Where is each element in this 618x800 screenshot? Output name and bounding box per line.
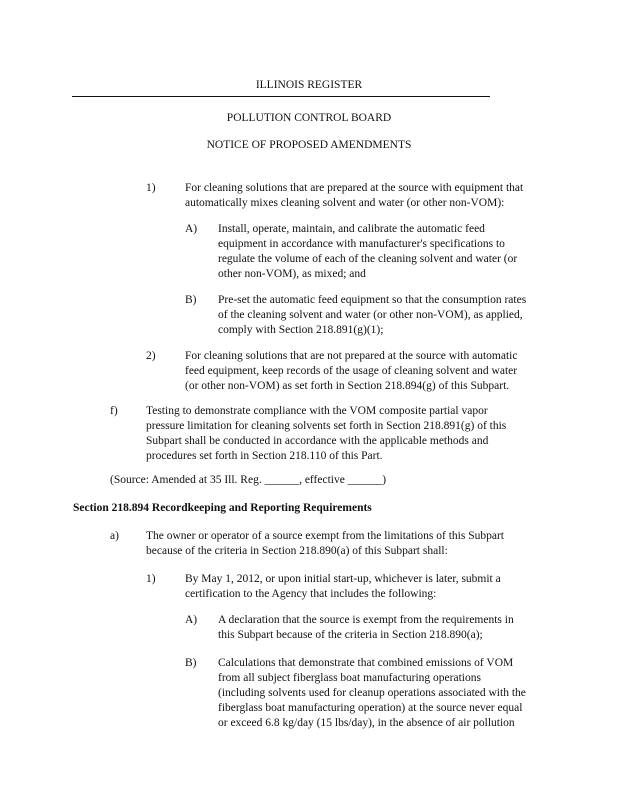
item-label: f) [110,405,118,417]
item-line: The owner or operator of a source exempt from the limitations of this Subpart [146,530,504,542]
item-line: By May 1, 2012, or upon initial start-up, whichever is later, submit a [185,573,501,585]
subitem-line: this Subpart because of the criteria in Section 218.890(a); [218,629,483,641]
subitem-line: Pre-set the automatic feed equipment so that the consumption rates [218,294,527,306]
subitem-line: Calculations that demonstrate that combined emissions of VOM [218,657,514,669]
subitem-line: fiberglass boat manufacturing operation) at the source never equal [218,702,523,714]
item-line: because of the criteria in Section 218.890(a) of this Subpart shall: [146,545,448,557]
subitem-line: regulate the volume of each of the cleaning solvent and water (or [218,253,518,265]
subitem-line: (including solvents used for cleanup operations associated with the [218,687,526,699]
subitem-line: Install, operate, maintain, and calibrate the automatic feed [218,223,485,235]
subitem-label: B) [185,657,197,669]
item-line: For cleaning solutions that are prepared at the source with equipment that [185,182,524,194]
item-label: a) [110,530,119,542]
subitem-line: A declaration that the source is exempt from the requirements in [218,614,514,626]
item-label: 1) [146,182,156,194]
item-line: feed equipment, keep records of the usage of cleaning solvent and water [185,365,518,377]
item-line: automatically mixes cleaning solvent and water (or other non-VOM): [185,197,505,209]
subitem-label: B) [185,294,197,306]
header-rule [72,96,490,97]
subitem-label: A) [185,614,198,626]
subitem-line: of the cleaning solvent and water (or other non-VOM), as applied, [218,309,523,321]
item-line: (or other non-VOM) as set forth in Section 218.894(g) of this Subpart. [185,380,510,392]
item-line: Subpart shall be conducted in accordance with the applicable methods and [146,435,489,447]
item-line: pressure limitation for cleaning solvents set forth in Section 218.891(g) of this [146,420,507,432]
item-line: procedures set forth in Section 218.110 of this Part. [146,450,383,462]
subitem-line: from all subject fiberglass boat manufacturing operations [218,672,481,684]
item-line: For cleaning solutions that are not prepared at the source with automatic [185,350,518,362]
item-line: Testing to demonstrate compliance with the VOM composite partial vapor [146,405,488,417]
subitem-label: A) [185,223,198,235]
source-note: (Source: Amended at 35 Ill. Reg. ______, effective ______) [110,474,387,486]
notice-title: NOTICE OF PROPOSED AMENDMENTS [206,139,412,151]
subitem-line: other non-VOM), as mixed; and [218,268,366,280]
section-heading: Section 218.894 Recordkeeping and Reporting Requirements [73,502,372,514]
subitem-line: or exceed 6.8 kg/day (15 lbs/day), in the absence of air pollution [218,717,515,729]
register-title: ILLINOIS REGISTER [255,79,363,91]
item-label: 2) [146,350,156,362]
subitem-line: comply with Section 218.891(g)(1); [218,324,384,336]
subitem-line: equipment in accordance with manufacturer's specifications to [218,238,505,250]
item-label: 1) [146,573,156,585]
board-title: POLLUTION CONTROL BOARD [226,112,392,124]
item-line: certification to the Agency that includes the following: [185,588,437,600]
